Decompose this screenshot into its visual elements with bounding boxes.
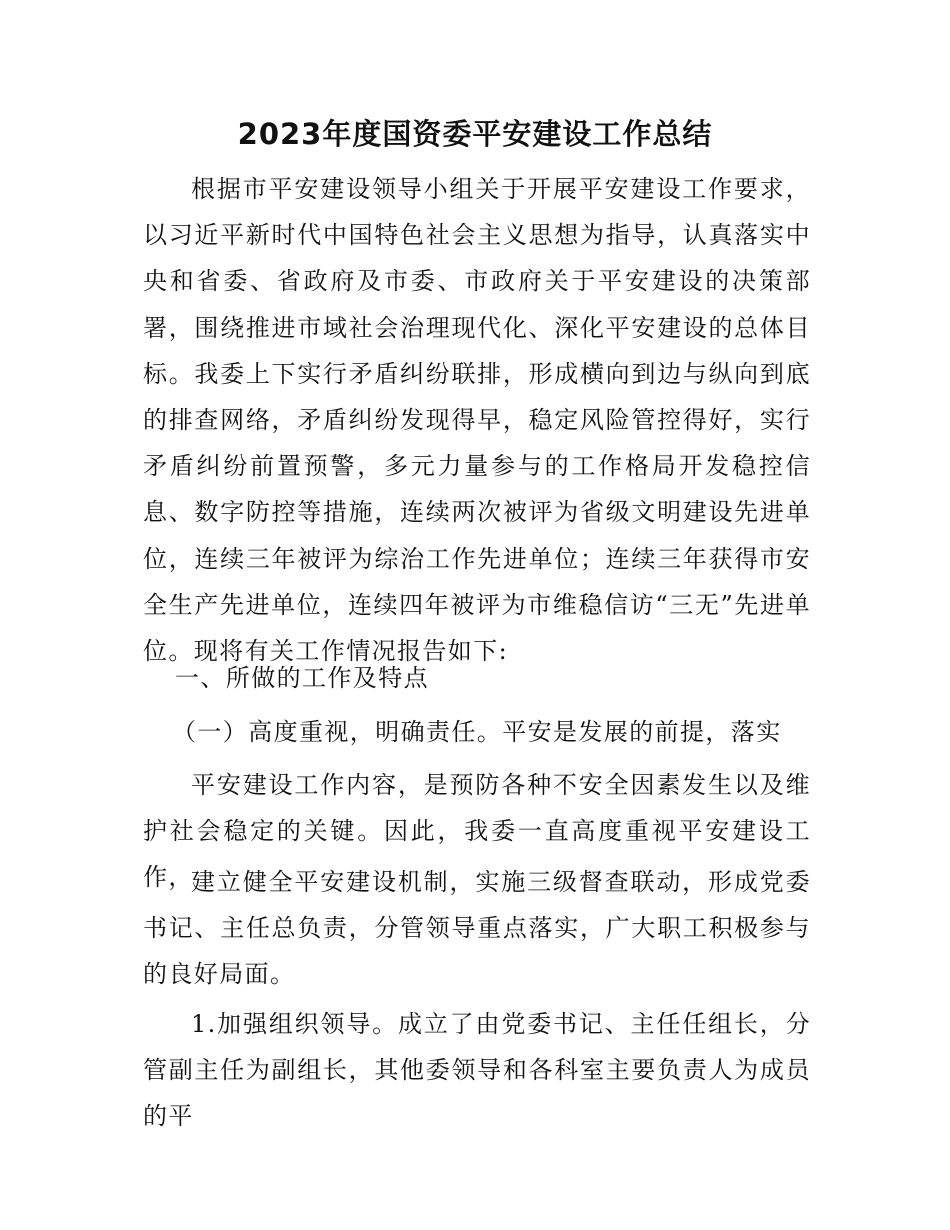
intro-paragraph: 根据市平安建设领导小组关于开展平安建设工作要求，以习近平新时代中国特色社会主义思想为指导，认真落实中央和省委、省政府及市委、市政府关于平安建设的决策部署，围绕推进市域社会治理现代化、深化平安建设的总体目标。我委上下实行矛盾纠纷联排，形成横向到边与纵向到底的排查网络，矛盾纠纷发现得早，稳定风险管控得好，实行矛盾纠纷前置预警，多元力量参与的工作格局开发稳控信息、数字防控等措施，连续两次被评为省级文明建设先进单位，连续三年被评为综治工作先进单位；连续三年获得市安全生产先进单位，连续四年被评为市维稳信访“三无”先进单位。现将有关工作情况报告如下: [143, 175, 811, 666]
subsection-heading: （一）高度重视，明确责任。平安是发展的前提，落实 [172, 718, 782, 746]
section-heading: 一、所做的工作及特点 [175, 664, 429, 692]
item-1-paragraph: 1.加强组织领导。成立了由党委书记、主任任组长，分管副主任为副组长，其他委领导和各科室主要负责人为成员的平 [143, 1010, 811, 1131]
mechanism-paragraph: 建立健全平安建设机制，实施三级督查联动，形成党委书记、主任总负责，分管领导重点落实，广大职工积极参与的良好局面。 [143, 868, 811, 989]
document-title: 2023年度国资委平安建设工作总结 [237, 117, 713, 151]
safety-paragraph: 平安建设工作内容，是预防各种不安全因素发生以及维护社会稳定的关键。因此，我委一直高度重视平安建设工作， [143, 771, 811, 892]
